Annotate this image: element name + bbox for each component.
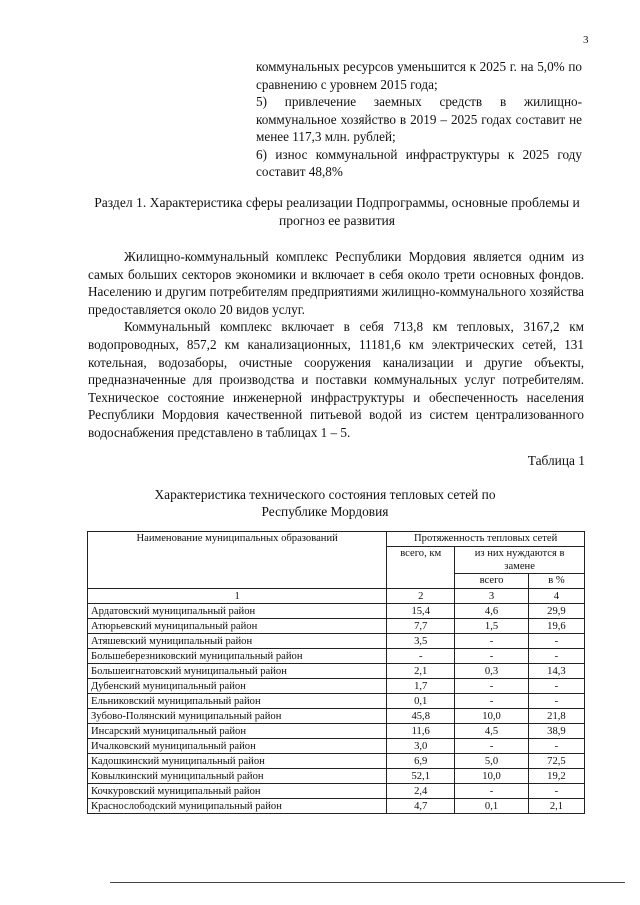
need-replace-pct: 2,1 [528, 799, 584, 814]
need-replace-pct: - [528, 679, 584, 694]
header-need: из них нуждаются в замене [455, 547, 585, 574]
need-replace-pct: 14,3 [528, 664, 584, 679]
need-replace-km: - [455, 679, 529, 694]
total-km: 15,4 [387, 604, 455, 619]
need-replace-pct: - [528, 634, 584, 649]
district-name: Инсарский муниципальный район [88, 724, 387, 739]
need-replace-km: 1,5 [455, 619, 529, 634]
need-replace-km: 0,1 [455, 799, 529, 814]
district-name: Кадошкинский муниципальный район [88, 754, 387, 769]
need-replace-km: - [455, 739, 529, 754]
total-km: 2,4 [387, 784, 455, 799]
table-label: Таблица 1 [527, 453, 585, 468]
need-replace-pct: 21,8 [528, 709, 584, 724]
need-replace-pct: - [528, 694, 584, 709]
table-row [88, 769, 585, 784]
need-replace-pct: - [528, 784, 584, 799]
header-length: Протяженность тепловых сетей [387, 532, 585, 547]
paragraph: Коммунальный комплекс включает в себя 713,8 км тепловых, 3167,2 км водопроводных, 857,2 км канализационных, 11181,6 км электрических сетей, 131 котельная, водозаборы, очистные сооружения канализации и другие объекты, предназначенные для производства и поставки коммунальных услуг потребителям. Техническое состояние инженерной инфраструктуры и обеспеченность населения Республики Мордовия качественной питьевой водой из систем централизованного водоснабжения представлено в таблицах 1 – 5. [88, 319, 584, 440]
table-row [88, 694, 585, 709]
district-name: Большеигнатовский муниципальный район [88, 664, 387, 679]
table-row [88, 709, 585, 724]
total-km: 1,7 [387, 679, 455, 694]
district-name: Дубенский муниципальный район [88, 679, 387, 694]
column-number: 1 [88, 589, 387, 604]
need-replace-km: 10,0 [455, 709, 529, 724]
need-replace-km: - [455, 694, 529, 709]
heat-networks-table [87, 531, 585, 814]
district-name: Атяшевский муниципальный район [88, 634, 387, 649]
district-name: Ковылкинский муниципальный район [88, 769, 387, 784]
table-row [88, 739, 585, 754]
paragraph: Жилищно-коммунальный комплекс Республики Мордовия является одним из самых больших секторов экономики и включает в себя около трети основных фондов. Населению и другим потребителям предприятиями жилищно-коммунального хозяйства предоставляется около 20 видов услуг. [88, 249, 584, 317]
page-number: 3 [583, 34, 589, 46]
district-name: Ардатовский муниципальный район [88, 604, 387, 619]
table-row [88, 754, 585, 769]
header-need-total: всего [455, 574, 529, 589]
total-km: 11,6 [387, 724, 455, 739]
header-name: Наименование муниципальных образований [88, 532, 387, 589]
table-row [88, 784, 585, 799]
column-number: 4 [528, 589, 584, 604]
need-replace-km: 0,3 [455, 664, 529, 679]
table-row [88, 649, 585, 664]
table-body [88, 604, 585, 814]
need-replace-pct: 19,6 [528, 619, 584, 634]
body-text [88, 248, 584, 442]
district-name: Ельниковский муниципальный район [88, 694, 387, 709]
column-number: 2 [387, 589, 455, 604]
need-replace-pct: 19,2 [528, 769, 584, 784]
table-row [88, 724, 585, 739]
district-name: Ичалковский муниципальный район [88, 739, 387, 754]
district-name: Кочкуровский муниципальный район [88, 784, 387, 799]
intro-list [256, 58, 582, 181]
header-need-pct: в % [528, 574, 584, 589]
table-row [88, 799, 585, 814]
need-replace-pct: 29,9 [528, 604, 584, 619]
total-km: 45,8 [387, 709, 455, 724]
section-title: Раздел 1. Характеристика сферы реализации Подпрограммы, основные проблемы и прогноз ее развития [94, 195, 580, 228]
need-replace-pct: 38,9 [528, 724, 584, 739]
need-replace-km: - [455, 784, 529, 799]
table-title: Характеристика технического состояния тепловых сетей по Республике Мордовия [154, 487, 496, 519]
total-km: 52,1 [387, 769, 455, 784]
table-row [88, 619, 585, 634]
total-km: 7,7 [387, 619, 455, 634]
district-name: Краснослободский муниципальный район [88, 799, 387, 814]
need-replace-pct: - [528, 649, 584, 664]
need-replace-pct: - [528, 739, 584, 754]
need-replace-km: - [455, 649, 529, 664]
need-replace-km: 4,5 [455, 724, 529, 739]
list-item: коммунальных ресурсов уменьшится к 2025 г. на 5,0% по сравнению с уровнем 2015 года; [256, 59, 582, 92]
total-km: 2,1 [387, 664, 455, 679]
need-replace-km: - [455, 634, 529, 649]
need-replace-km: 10,0 [455, 769, 529, 784]
need-replace-pct: 72,5 [528, 754, 584, 769]
list-item: 5) привлечение заемных средств в жилищно-коммунальное хозяйство в 2019 – 2025 годах составит не менее 117,3 млн. рублей; [256, 94, 582, 144]
table-row [88, 664, 585, 679]
table-row [88, 604, 585, 619]
need-replace-km: 5,0 [455, 754, 529, 769]
list-item: 6) износ коммунальной инфраструктуры к 2025 году составит 48,8% [256, 146, 582, 179]
column-number: 3 [455, 589, 529, 604]
total-km: - [387, 649, 455, 664]
need-replace-km: 4,6 [455, 604, 529, 619]
page-bottom-rule [110, 882, 625, 883]
total-km: 3,0 [387, 739, 455, 754]
table-row [88, 679, 585, 694]
total-km: 6,9 [387, 754, 455, 769]
district-name: Зубово-Полянский муниципальный район [88, 709, 387, 724]
district-name: Атюрьевский муниципальный район [88, 619, 387, 634]
total-km: 0,1 [387, 694, 455, 709]
total-km: 4,7 [387, 799, 455, 814]
table-row [88, 634, 585, 649]
total-km: 3,5 [387, 634, 455, 649]
header-total: всего, км [387, 547, 455, 589]
district-name: Большеберезниковский муниципальный район [88, 649, 387, 664]
